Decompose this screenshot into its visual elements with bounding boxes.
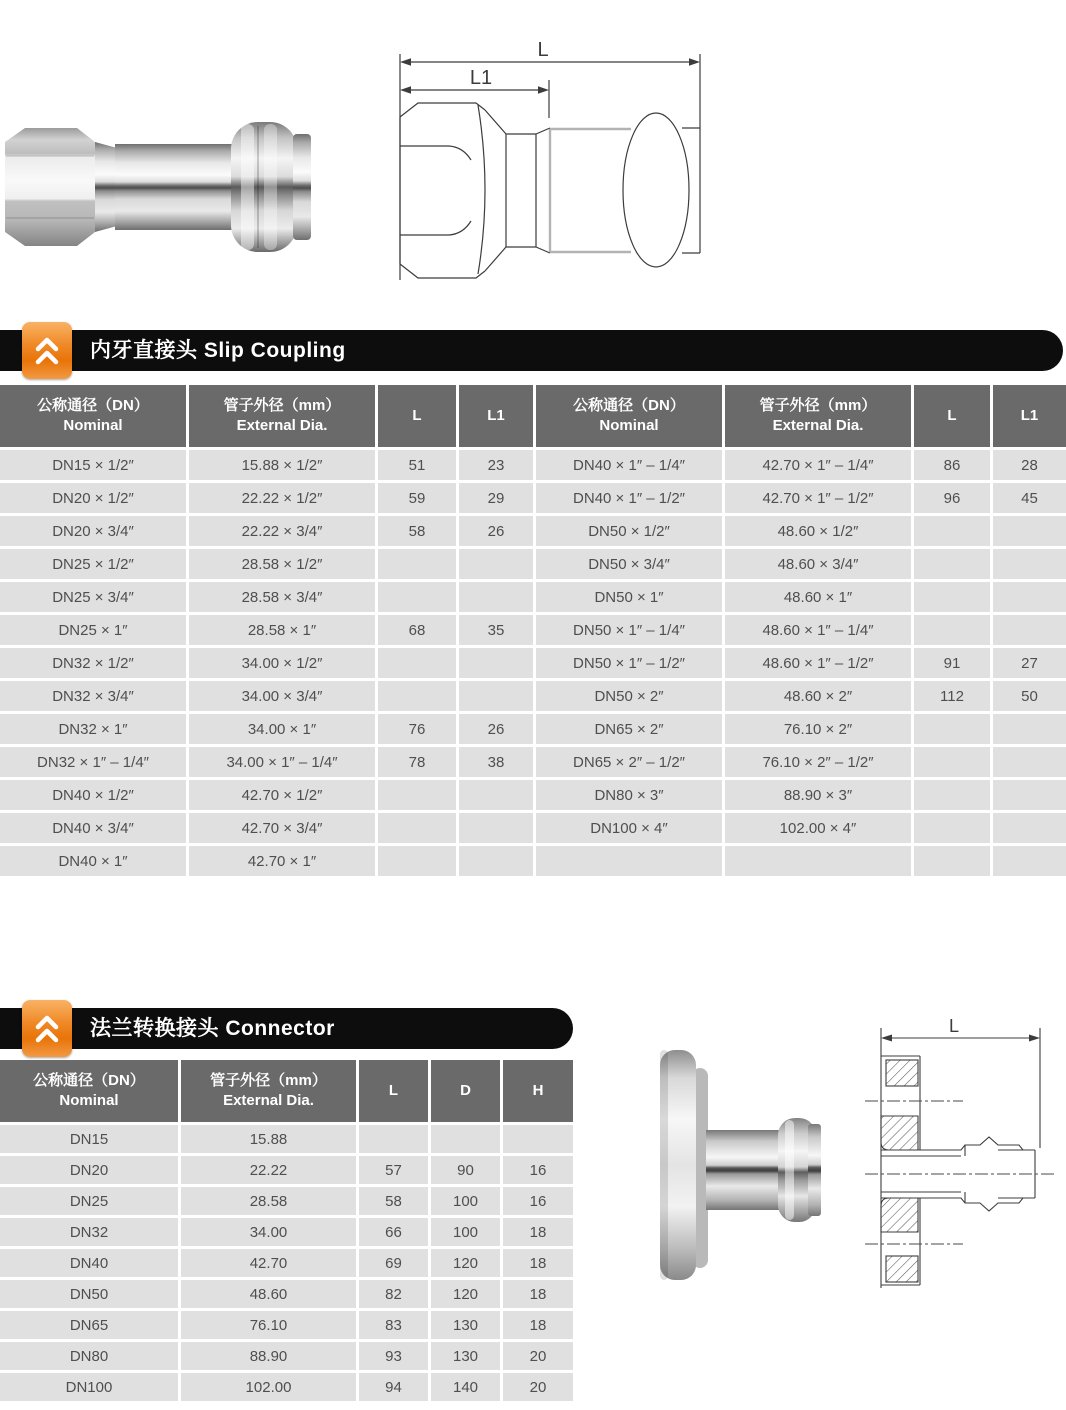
table-cell: 42.70 × 1″ – 1/4″ [725, 450, 911, 480]
table-cell: 28.58 × 3/4″ [189, 582, 375, 612]
section-header-connector [0, 1008, 573, 1049]
table-cell [914, 516, 990, 546]
table-cell: DN80 × 3″ [536, 780, 722, 810]
double-chevron-up-icon [32, 1012, 62, 1046]
table-cell: 112 [914, 681, 990, 711]
table-cell: 28.58 × 1″ [189, 615, 375, 645]
column-header: 管子外径（mm） External Dia. [725, 385, 911, 447]
table-cell: 18 [503, 1218, 573, 1246]
table-cell: 15.88 × 1/2″ [189, 450, 375, 480]
table-cell: 23 [459, 450, 533, 480]
table-cell: DN40 × 1/2″ [0, 780, 186, 810]
table-cell: 16 [503, 1156, 573, 1184]
table-cell: DN50 × 1″ – 1/4″ [536, 615, 722, 645]
table-cell: 78 [378, 747, 456, 777]
table-cell: 34.00 × 3/4″ [189, 681, 375, 711]
table-cell: 18 [503, 1249, 573, 1277]
table-cell: 57 [359, 1156, 428, 1184]
table-cell: 22.22 × 1/2″ [189, 483, 375, 513]
table-cell [378, 780, 456, 810]
table-cell: 76.10 [181, 1311, 356, 1339]
table-cell: 18 [503, 1280, 573, 1308]
table-cell: 42.70 × 3/4″ [189, 813, 375, 843]
table-cell [459, 549, 533, 579]
dimension-label-l: L [948, 1016, 960, 1036]
table-cell: DN50 × 2″ [536, 681, 722, 711]
table-cell: 42.70 × 1/2″ [189, 780, 375, 810]
table-cell: 28.58 [181, 1187, 356, 1215]
table-cell: DN40 × 1″ – 1/4″ [536, 450, 722, 480]
table-cell: 100 [431, 1218, 500, 1246]
table-cell [993, 813, 1066, 843]
table-cell: 20 [503, 1342, 573, 1370]
table-cell [459, 648, 533, 678]
table-cell: 45 [993, 483, 1066, 513]
table-cell: 58 [359, 1187, 428, 1215]
table-cell: DN50 × 3/4″ [536, 549, 722, 579]
table-cell [378, 648, 456, 678]
technical-drawing-slip-coupling [393, 40, 715, 300]
table-cell: 90 [431, 1156, 500, 1184]
table-cell: 69 [359, 1249, 428, 1277]
table-cell: 102.00 [181, 1373, 356, 1401]
table-cell: DN25 [0, 1187, 178, 1215]
section-badge [22, 322, 72, 379]
table-cell: 48.60 × 1″ – 1/4″ [725, 615, 911, 645]
table-cell: 34.00 [181, 1218, 356, 1246]
product-photo-flange-connector [648, 1048, 828, 1288]
section-title-connector: 法兰转换接头 Connector [90, 1017, 335, 1040]
column-header: 管子外径（mm） External Dia. [189, 385, 375, 447]
table-cell [431, 1125, 500, 1153]
table-cell: 59 [378, 483, 456, 513]
table-cell: 48.60 × 1″ – 1/2″ [725, 648, 911, 678]
technical-drawing-flange-connector [853, 998, 1066, 1298]
table-cell: 29 [459, 483, 533, 513]
table-cell [459, 780, 533, 810]
table-cell: 93 [359, 1342, 428, 1370]
table-cell: DN50 × 1″ [536, 582, 722, 612]
table-cell [993, 549, 1066, 579]
table-cell [725, 846, 911, 876]
table-cell [359, 1125, 428, 1153]
table-cell [459, 813, 533, 843]
table-cell: DN32 × 1″ [0, 714, 186, 744]
table-cell [536, 846, 722, 876]
table-cell: DN100 [0, 1373, 178, 1401]
table-cell: DN50 × 1/2″ [536, 516, 722, 546]
table-cell: 48.60 × 1″ [725, 582, 911, 612]
table-cell [378, 813, 456, 843]
column-header: 公称通径（DN） Nominal [0, 1060, 178, 1122]
table-cell [914, 846, 990, 876]
table-cell: DN15 × 1/2″ [0, 450, 186, 480]
table-cell: DN100 × 4″ [536, 813, 722, 843]
table-cell: DN15 [0, 1125, 178, 1153]
table-cell: 58 [378, 516, 456, 546]
table-cell: DN20 × 1/2″ [0, 483, 186, 513]
table-cell: 48.60 [181, 1280, 356, 1308]
table-cell: 22.22 [181, 1156, 356, 1184]
table-cell [993, 582, 1066, 612]
table-cell: 91 [914, 648, 990, 678]
table-cell: DN40 × 1″ – 1/2″ [536, 483, 722, 513]
table-cell [378, 549, 456, 579]
table-cell [993, 747, 1066, 777]
table-cell: 26 [459, 714, 533, 744]
section-header-slip-coupling [0, 330, 1063, 371]
table-cell: 20 [503, 1373, 573, 1401]
column-header: L1 [459, 385, 533, 447]
table-cell [914, 615, 990, 645]
table-cell [378, 846, 456, 876]
table-cell: 100 [431, 1187, 500, 1215]
table-cell: 42.70 × 1″ [189, 846, 375, 876]
table-cell [914, 549, 990, 579]
table-cell [993, 846, 1066, 876]
table-cell [914, 714, 990, 744]
table-cell: 48.60 × 2″ [725, 681, 911, 711]
table-cell [993, 714, 1066, 744]
table-cell: 140 [431, 1373, 500, 1401]
table-cell: DN40 × 1″ [0, 846, 186, 876]
column-header: H [503, 1060, 573, 1122]
connector-table [0, 1060, 573, 1401]
table-cell [993, 780, 1066, 810]
table-cell: 88.90 [181, 1342, 356, 1370]
table-cell [914, 780, 990, 810]
table-cell: 130 [431, 1342, 500, 1370]
table-cell [993, 615, 1066, 645]
table-cell [914, 813, 990, 843]
table-cell: DN32 [0, 1218, 178, 1246]
table-cell: 120 [431, 1249, 500, 1277]
table-cell: 102.00 × 4″ [725, 813, 911, 843]
table-cell: 34.00 × 1/2″ [189, 648, 375, 678]
table-cell [914, 747, 990, 777]
table-cell: 48.60 × 1/2″ [725, 516, 911, 546]
double-chevron-up-icon [32, 334, 62, 368]
column-header: 管子外径（mm） External Dia. [181, 1060, 356, 1122]
table-cell: 26 [459, 516, 533, 546]
column-header: 公称通径（DN） Nominal [0, 385, 186, 447]
table-cell: 68 [378, 615, 456, 645]
table-cell: 96 [914, 483, 990, 513]
table-cell: DN50 × 1″ – 1/2″ [536, 648, 722, 678]
dimension-label-l1: L1 [469, 67, 493, 89]
table-cell: 76.10 × 2″ – 1/2″ [725, 747, 911, 777]
table-cell: DN32 × 3/4″ [0, 681, 186, 711]
table-cell [459, 846, 533, 876]
table-cell: 35 [459, 615, 533, 645]
column-header: L [378, 385, 456, 447]
table-cell: 34.00 × 1″ [189, 714, 375, 744]
column-header: L [914, 385, 990, 447]
column-header: L [359, 1060, 428, 1122]
table-cell [378, 582, 456, 612]
table-cell: 51 [378, 450, 456, 480]
table-cell: 83 [359, 1311, 428, 1339]
table-cell [378, 681, 456, 711]
table-cell: 88.90 × 3″ [725, 780, 911, 810]
table-cell: 18 [503, 1311, 573, 1339]
table-cell: 76.10 × 2″ [725, 714, 911, 744]
table-cell: 82 [359, 1280, 428, 1308]
section-badge [22, 1000, 72, 1057]
table-cell: DN50 [0, 1280, 178, 1308]
table-cell: DN20 × 3/4″ [0, 516, 186, 546]
table-cell: 28 [993, 450, 1066, 480]
table-cell: DN40 [0, 1249, 178, 1277]
table-cell [914, 582, 990, 612]
table-cell: 76 [378, 714, 456, 744]
table-cell: 120 [431, 1280, 500, 1308]
section-title-slip-coupling: 内牙直接头 Slip Coupling [90, 339, 346, 362]
table-cell: 27 [993, 648, 1066, 678]
table-cell: 48.60 × 3/4″ [725, 549, 911, 579]
column-header: 公称通径（DN） Nominal [536, 385, 722, 447]
table-cell: 34.00 × 1″ – 1/4″ [189, 747, 375, 777]
table-cell: DN25 × 1/2″ [0, 549, 186, 579]
table-cell: DN20 [0, 1156, 178, 1184]
table-cell: DN80 [0, 1342, 178, 1370]
dimension-label-l: L [537, 40, 549, 61]
table-cell: DN65 × 2″ [536, 714, 722, 744]
product-photo-slip-coupling [5, 108, 323, 266]
table-cell: 50 [993, 681, 1066, 711]
table-cell: 15.88 [181, 1125, 356, 1153]
table-cell: DN65 × 2″ – 1/2″ [536, 747, 722, 777]
table-cell [459, 582, 533, 612]
table-cell [503, 1125, 573, 1153]
table-cell: 28.58 × 1/2″ [189, 549, 375, 579]
table-cell: 66 [359, 1218, 428, 1246]
table-cell: 16 [503, 1187, 573, 1215]
table-cell [993, 516, 1066, 546]
table-cell: 22.22 × 3/4″ [189, 516, 375, 546]
table-cell: DN25 × 1″ [0, 615, 186, 645]
table-cell: 38 [459, 747, 533, 777]
table-cell: 130 [431, 1311, 500, 1339]
table-cell: 94 [359, 1373, 428, 1401]
slip-coupling-table [0, 385, 1066, 876]
column-header: D [431, 1060, 500, 1122]
table-cell [459, 681, 533, 711]
column-header: L1 [993, 385, 1066, 447]
table-cell: DN32 × 1/2″ [0, 648, 186, 678]
table-cell: 42.70 [181, 1249, 356, 1277]
table-cell: 42.70 × 1″ – 1/2″ [725, 483, 911, 513]
table-cell: 86 [914, 450, 990, 480]
table-cell: DN40 × 3/4″ [0, 813, 186, 843]
table-cell: DN25 × 3/4″ [0, 582, 186, 612]
table-cell: DN65 [0, 1311, 178, 1339]
table-cell: DN32 × 1″ – 1/4″ [0, 747, 186, 777]
